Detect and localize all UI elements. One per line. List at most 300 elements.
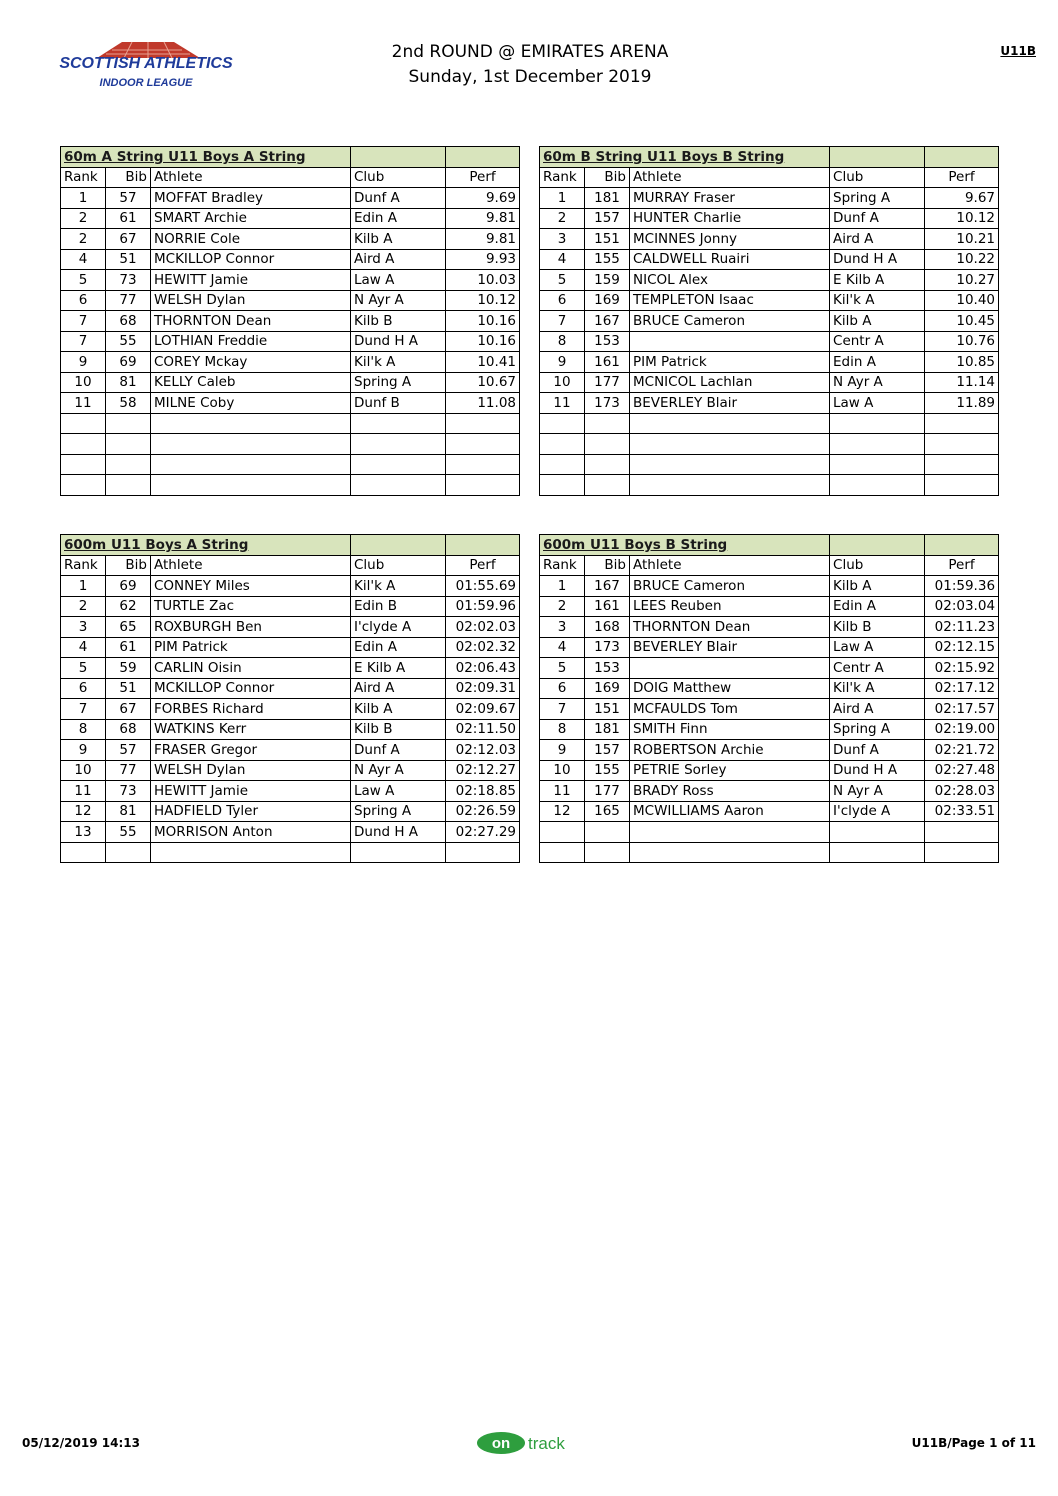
cell-bib: 157 <box>585 740 630 761</box>
column-header-rank: Rank <box>540 555 585 576</box>
table-row <box>61 740 520 761</box>
cell-rank: 9 <box>61 740 106 761</box>
cell-athlete <box>151 434 351 455</box>
cell-perf: 02:33.51 <box>925 801 999 822</box>
cell-club: Kil'k A <box>830 678 925 699</box>
cell-bib <box>585 434 630 455</box>
cell-athlete: COREY Mckay <box>151 352 351 373</box>
cell-club: Kilb B <box>351 719 446 740</box>
cell-club: Kilb B <box>830 617 925 638</box>
cell-club: Dund H A <box>830 760 925 781</box>
cell-club: N Ayr A <box>351 760 446 781</box>
cell-perf: 01:59.36 <box>925 576 999 597</box>
results-table-600m-a <box>60 534 520 863</box>
cell-perf: 10.45 <box>925 311 999 332</box>
cell-bib: 68 <box>106 719 151 740</box>
cell-bib: 159 <box>585 270 630 291</box>
cell-club <box>351 475 446 496</box>
cell-rank: 2 <box>61 229 106 250</box>
cell-bib: 73 <box>106 781 151 802</box>
cell-rank: 11 <box>61 393 106 414</box>
cell-perf: 02:18.85 <box>446 781 520 802</box>
cell-club: Kil'k A <box>351 576 446 597</box>
cell-rank: 11 <box>540 393 585 414</box>
cell-club: Dund H A <box>351 331 446 352</box>
cell-athlete <box>630 331 830 352</box>
cell-club: Dunf B <box>351 393 446 414</box>
cell-perf: 10.12 <box>446 290 520 311</box>
cell-perf: 02:17.57 <box>925 699 999 720</box>
cell-perf: 02:02.32 <box>446 637 520 658</box>
cell-bib: 81 <box>106 801 151 822</box>
cell-athlete: WELSH Dylan <box>151 290 351 311</box>
cell-bib: 167 <box>585 576 630 597</box>
cell-perf: 02:12.03 <box>446 740 520 761</box>
table-row <box>61 454 520 475</box>
cell-club: Spring A <box>830 719 925 740</box>
cell-club: Edin A <box>830 352 925 373</box>
table-row <box>61 229 520 250</box>
cell-athlete: MCKILLOP Connor <box>151 678 351 699</box>
cell-athlete: BRUCE Cameron <box>630 311 830 332</box>
cell-athlete <box>630 475 830 496</box>
cell-club: Kil'k A <box>351 352 446 373</box>
cell-bib: 69 <box>106 576 151 597</box>
cell-perf: 01:55.69 <box>446 576 520 597</box>
table-row <box>61 678 520 699</box>
cell-club: Kilb A <box>830 311 925 332</box>
cell-rank: 6 <box>540 290 585 311</box>
table-row <box>540 290 999 311</box>
column-header-rank: Rank <box>61 555 106 576</box>
print-timestamp: 05/12/2019 14:13 <box>22 1436 140 1450</box>
cell-bib: 67 <box>106 229 151 250</box>
cell-bib: 62 <box>106 596 151 617</box>
table-row <box>540 331 999 352</box>
cell-perf: 9.81 <box>446 229 520 250</box>
cell-athlete <box>151 475 351 496</box>
ontrack-logo <box>476 1430 586 1456</box>
cell-athlete <box>630 454 830 475</box>
cell-bib <box>585 822 630 843</box>
column-header-bib: Bib <box>585 555 630 576</box>
cell-club: Law A <box>830 637 925 658</box>
cell-perf: 02:27.29 <box>446 822 520 843</box>
cell-athlete: PETRIE Sorley <box>630 760 830 781</box>
column-header-row <box>540 555 999 576</box>
cell-rank: 3 <box>540 617 585 638</box>
cell-rank: 4 <box>61 637 106 658</box>
cell-bib: 59 <box>106 658 151 679</box>
column-header-club: Club <box>830 555 925 576</box>
cell-bib <box>585 475 630 496</box>
table-row <box>61 719 520 740</box>
cell-perf: 10.16 <box>446 311 520 332</box>
cell-rank: 10 <box>61 372 106 393</box>
cell-club: Dunf A <box>830 740 925 761</box>
table-row <box>540 842 999 863</box>
cell-athlete: BEVERLEY Blair <box>630 393 830 414</box>
cell-perf: 02:27.48 <box>925 760 999 781</box>
cell-club: Aird A <box>830 699 925 720</box>
cell-club: I'clyde A <box>830 801 925 822</box>
cell-bib <box>106 413 151 434</box>
cell-perf: 02:19.00 <box>925 719 999 740</box>
cell-rank <box>540 822 585 843</box>
cell-bib: 55 <box>106 331 151 352</box>
cell-rank <box>61 454 106 475</box>
cell-rank: 12 <box>61 801 106 822</box>
table-row <box>540 576 999 597</box>
cell-rank: 2 <box>61 596 106 617</box>
table-row <box>61 352 520 373</box>
cell-bib: 153 <box>585 658 630 679</box>
cell-rank: 5 <box>540 658 585 679</box>
table-row <box>540 760 999 781</box>
cell-athlete: HUNTER Charlie <box>630 208 830 229</box>
age-group-code: U11B <box>1000 44 1036 58</box>
cell-club: Dunf A <box>830 208 925 229</box>
cell-bib: 67 <box>106 699 151 720</box>
table-row <box>540 393 999 414</box>
table-row <box>540 617 999 638</box>
cell-bib: 169 <box>585 678 630 699</box>
table-row <box>540 434 999 455</box>
cell-perf: 10.12 <box>925 208 999 229</box>
cell-rank: 13 <box>61 822 106 843</box>
cell-athlete: THORNTON Dean <box>630 617 830 638</box>
cell-rank: 6 <box>540 678 585 699</box>
cell-rank: 2 <box>540 208 585 229</box>
table-row <box>61 760 520 781</box>
cell-rank: 4 <box>540 249 585 270</box>
cell-rank: 5 <box>61 270 106 291</box>
cell-rank <box>540 413 585 434</box>
cell-bib: 77 <box>106 760 151 781</box>
title-filler-cell <box>925 147 999 168</box>
cell-club <box>830 434 925 455</box>
cell-club: E Kilb A <box>351 658 446 679</box>
event-title: 600m U11 Boys A String <box>61 535 351 556</box>
cell-athlete <box>630 658 830 679</box>
cell-rank: 6 <box>61 290 106 311</box>
cell-bib: 81 <box>106 372 151 393</box>
cell-bib: 181 <box>585 188 630 209</box>
cell-rank: 10 <box>540 760 585 781</box>
table-row <box>540 781 999 802</box>
table-row <box>540 413 999 434</box>
table-row <box>61 475 520 496</box>
cell-athlete: PIM Patrick <box>630 352 830 373</box>
column-header-club: Club <box>351 167 446 188</box>
cell-club: Kilb A <box>351 699 446 720</box>
cell-perf: 10.40 <box>925 290 999 311</box>
table-row <box>61 576 520 597</box>
cell-perf <box>446 413 520 434</box>
cell-perf <box>925 842 999 863</box>
cell-perf: 10.67 <box>446 372 520 393</box>
scottish-athletics-logo <box>22 38 272 94</box>
results-table-600m-b <box>539 534 999 863</box>
cell-rank <box>61 842 106 863</box>
cell-bib <box>106 842 151 863</box>
cell-perf: 9.81 <box>446 208 520 229</box>
table-row <box>540 699 999 720</box>
cell-bib: 168 <box>585 617 630 638</box>
cell-bib: 151 <box>585 699 630 720</box>
cell-rank: 12 <box>540 801 585 822</box>
cell-athlete <box>151 413 351 434</box>
cell-athlete: NORRIE Cole <box>151 229 351 250</box>
cell-bib <box>585 454 630 475</box>
cell-athlete: BRUCE Cameron <box>630 576 830 597</box>
table-row <box>61 658 520 679</box>
cell-rank: 8 <box>61 719 106 740</box>
table-title-row <box>540 147 999 168</box>
column-header-club: Club <box>351 555 446 576</box>
column-header-athlete: Athlete <box>151 555 351 576</box>
cell-perf <box>446 475 520 496</box>
cell-perf: 10.21 <box>925 229 999 250</box>
cell-bib: 155 <box>585 249 630 270</box>
table-row <box>540 352 999 373</box>
cell-perf <box>446 842 520 863</box>
table-row <box>540 822 999 843</box>
cell-rank: 7 <box>540 311 585 332</box>
cell-club <box>830 413 925 434</box>
cell-club: Centr A <box>830 658 925 679</box>
cell-perf: 10.85 <box>925 352 999 373</box>
cell-rank: 8 <box>540 331 585 352</box>
cell-athlete: LEES Reuben <box>630 596 830 617</box>
cell-rank <box>540 454 585 475</box>
cell-club: Law A <box>351 781 446 802</box>
column-header-bib: Bib <box>585 167 630 188</box>
ontrack-logo-on: on <box>491 1435 511 1452</box>
cell-club: Edin A <box>351 637 446 658</box>
cell-bib: 58 <box>106 393 151 414</box>
column-header-row <box>540 167 999 188</box>
cell-athlete: PIM Patrick <box>151 637 351 658</box>
column-header-row <box>61 167 520 188</box>
cell-club: I'clyde A <box>351 617 446 638</box>
table-row <box>540 229 999 250</box>
logo-text-main: SCOTTISH ATHLETICS <box>59 55 233 72</box>
table-row <box>540 454 999 475</box>
cell-athlete: CARLIN Oisin <box>151 658 351 679</box>
cell-club <box>830 454 925 475</box>
cell-bib <box>106 454 151 475</box>
cell-club: Aird A <box>830 229 925 250</box>
cell-athlete <box>151 454 351 475</box>
cell-club: Edin A <box>830 596 925 617</box>
cell-club: Centr A <box>830 331 925 352</box>
cell-athlete: LOTHIAN Freddie <box>151 331 351 352</box>
table-row <box>540 678 999 699</box>
cell-athlete: TURTLE Zac <box>151 596 351 617</box>
cell-club: Spring A <box>351 372 446 393</box>
column-header-club: Club <box>830 167 925 188</box>
cell-perf: 10.16 <box>446 331 520 352</box>
cell-bib: 65 <box>106 617 151 638</box>
cell-rank: 3 <box>61 617 106 638</box>
cell-athlete: SMITH Finn <box>630 719 830 740</box>
cell-bib: 73 <box>106 270 151 291</box>
cell-perf: 11.89 <box>925 393 999 414</box>
cell-perf: 02:21.72 <box>925 740 999 761</box>
table-row <box>540 475 999 496</box>
event-title: 600m U11 Boys B String <box>540 535 830 556</box>
table-row <box>61 596 520 617</box>
cell-club: Aird A <box>351 678 446 699</box>
column-header-bib: Bib <box>106 555 151 576</box>
title-filler-cell <box>830 535 925 556</box>
cell-perf: 9.69 <box>446 188 520 209</box>
cell-rank: 8 <box>540 719 585 740</box>
cell-rank: 9 <box>61 352 106 373</box>
cell-athlete: MCWILLIAMS Aaron <box>630 801 830 822</box>
cell-rank <box>61 475 106 496</box>
title-filler-cell <box>351 535 446 556</box>
column-header-perf: Perf <box>925 167 999 188</box>
cell-bib: 51 <box>106 678 151 699</box>
cell-bib: 177 <box>585 781 630 802</box>
cell-perf: 02:09.67 <box>446 699 520 720</box>
cell-perf: 02:17.12 <box>925 678 999 699</box>
cell-club <box>830 475 925 496</box>
cell-club: Law A <box>830 393 925 414</box>
cell-rank: 5 <box>540 270 585 291</box>
cell-perf: 02:12.27 <box>446 760 520 781</box>
cell-athlete: TEMPLETON Isaac <box>630 290 830 311</box>
cell-bib: 181 <box>585 719 630 740</box>
cell-rank: 10 <box>61 760 106 781</box>
table-row <box>540 372 999 393</box>
cell-club <box>351 413 446 434</box>
cell-club: Dunf A <box>351 188 446 209</box>
cell-club: Kilb B <box>351 311 446 332</box>
cell-bib: 57 <box>106 188 151 209</box>
cell-club: N Ayr A <box>830 781 925 802</box>
cell-club: Dund H A <box>351 822 446 843</box>
column-header-athlete: Athlete <box>151 167 351 188</box>
cell-perf <box>925 434 999 455</box>
cell-bib: 157 <box>585 208 630 229</box>
cell-perf: 02:02.03 <box>446 617 520 638</box>
table-row <box>540 658 999 679</box>
event-title: 60m B String U11 Boys B String <box>540 147 830 168</box>
table-row <box>61 270 520 291</box>
column-header-rank: Rank <box>61 167 106 188</box>
cell-rank: 5 <box>61 658 106 679</box>
table-row <box>61 617 520 638</box>
cell-athlete: MOFFAT Bradley <box>151 188 351 209</box>
cell-rank <box>540 842 585 863</box>
table-row <box>61 822 520 843</box>
ontrack-logo-track: track <box>528 1434 565 1453</box>
table-title-row <box>61 535 520 556</box>
cell-perf: 02:12.15 <box>925 637 999 658</box>
title-filler-cell <box>830 147 925 168</box>
table-title-row <box>61 147 520 168</box>
cell-athlete <box>630 413 830 434</box>
cell-rank: 11 <box>61 781 106 802</box>
cell-rank: 7 <box>61 311 106 332</box>
table-row <box>61 434 520 455</box>
cell-athlete: MCNICOL Lachlan <box>630 372 830 393</box>
cell-rank: 7 <box>540 699 585 720</box>
cell-perf: 9.67 <box>925 188 999 209</box>
table-row <box>61 208 520 229</box>
results-table-60m-a <box>60 146 520 496</box>
cell-bib <box>106 475 151 496</box>
column-header-athlete: Athlete <box>630 555 830 576</box>
cell-bib: 77 <box>106 290 151 311</box>
cell-bib: 173 <box>585 637 630 658</box>
cell-club: N Ayr A <box>351 290 446 311</box>
cell-perf: 11.08 <box>446 393 520 414</box>
cell-bib: 68 <box>106 311 151 332</box>
cell-club <box>351 434 446 455</box>
cell-perf: 9.93 <box>446 249 520 270</box>
cell-perf: 02:15.92 <box>925 658 999 679</box>
cell-rank: 10 <box>540 372 585 393</box>
cell-perf <box>446 434 520 455</box>
cell-club <box>351 842 446 863</box>
table-row <box>540 719 999 740</box>
cell-athlete: THORNTON Dean <box>151 311 351 332</box>
cell-bib: 57 <box>106 740 151 761</box>
cell-club: Aird A <box>351 249 446 270</box>
cell-athlete: MURRAY Fraser <box>630 188 830 209</box>
cell-rank: 3 <box>540 229 585 250</box>
cell-rank: 11 <box>540 781 585 802</box>
cell-athlete: SMART Archie <box>151 208 351 229</box>
cell-athlete: MILNE Coby <box>151 393 351 414</box>
cell-club <box>830 822 925 843</box>
table-row <box>540 740 999 761</box>
cell-club: Kilb A <box>830 576 925 597</box>
cell-bib: 155 <box>585 760 630 781</box>
cell-rank: 1 <box>540 576 585 597</box>
table-row <box>540 208 999 229</box>
table-row <box>61 842 520 863</box>
cell-rank <box>540 475 585 496</box>
cell-rank: 9 <box>540 740 585 761</box>
cell-perf: 10.76 <box>925 331 999 352</box>
cell-perf: 01:59.96 <box>446 596 520 617</box>
cell-perf: 02:11.50 <box>446 719 520 740</box>
cell-club: Kilb A <box>351 229 446 250</box>
page-title: 2nd ROUND @ EMIRATES ARENA <box>391 42 669 62</box>
cell-rank: 1 <box>540 188 585 209</box>
cell-rank: 9 <box>540 352 585 373</box>
title-filler-cell <box>351 147 446 168</box>
cell-athlete: MCINNES Jonny <box>630 229 830 250</box>
cell-athlete: ROXBURGH Ben <box>151 617 351 638</box>
cell-rank: 4 <box>540 637 585 658</box>
cell-athlete: FORBES Richard <box>151 699 351 720</box>
cell-athlete: DOIG Matthew <box>630 678 830 699</box>
cell-perf: 02:28.03 <box>925 781 999 802</box>
cell-athlete: WATKINS Kerr <box>151 719 351 740</box>
cell-athlete: BRADY Ross <box>630 781 830 802</box>
cell-rank: 7 <box>61 699 106 720</box>
cell-perf: 02:06.43 <box>446 658 520 679</box>
cell-rank: 7 <box>61 331 106 352</box>
cell-perf: 02:03.04 <box>925 596 999 617</box>
cell-club: Edin B <box>351 596 446 617</box>
